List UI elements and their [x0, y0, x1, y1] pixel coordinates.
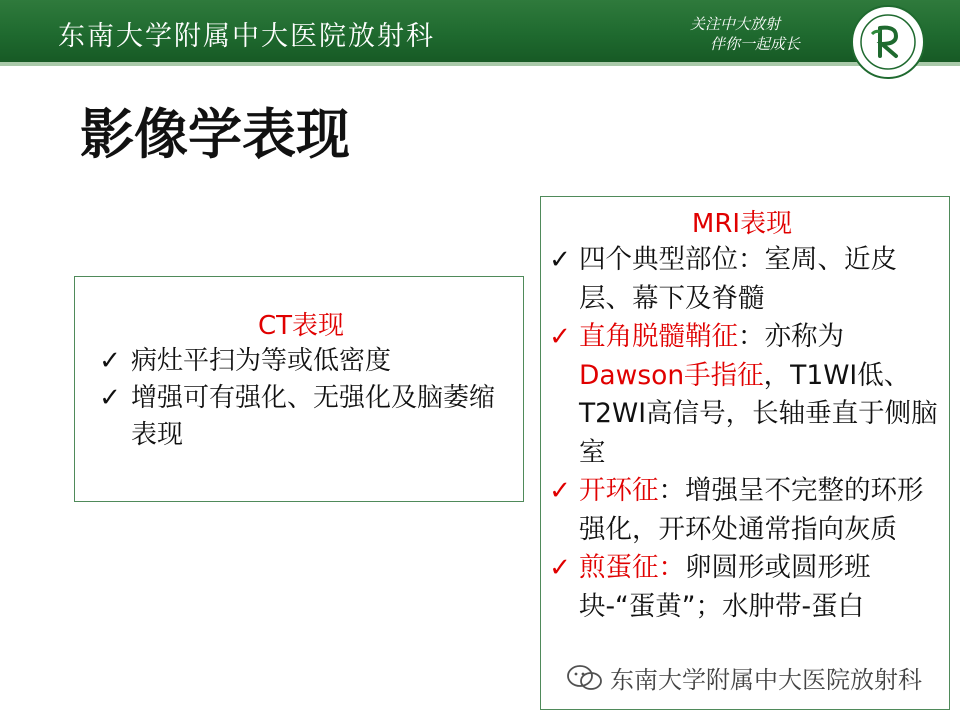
checkmark-icon: ✓ — [549, 553, 571, 583]
checkmark-icon: ✓ — [549, 322, 571, 352]
mri-item: ✓ 四个典型部位：室周、近皮层、幕下及脊髓 — [545, 241, 939, 318]
slide-title: 影像学表现 — [80, 103, 350, 166]
ct-findings-box — [74, 276, 524, 502]
slogan — [690, 14, 810, 54]
ct-item: ✓ 病灶平扫为等或低密度 — [95, 343, 507, 380]
sign-name: 直角脱髓鞘征 — [579, 321, 738, 352]
sign-name: 开环征 — [579, 475, 659, 506]
hospital-logo — [850, 4, 926, 80]
ct-list — [95, 343, 507, 454]
mri-list — [545, 241, 939, 626]
checkmark-icon: ✓ — [549, 476, 571, 506]
mri-item: ✓ 直角脱髓鞘征：亦称为 Dawson手指征，T1WI低、T2WI高信号，长轴垂直于侧脑室 — [545, 318, 939, 472]
sign-name: Dawson手指征 — [579, 359, 764, 391]
ct-item: ✓ 增强可有强化、无强化及脑萎缩表现 — [95, 380, 507, 454]
slogan-line-2: 伴你一起成长 — [710, 35, 801, 53]
checkmark-icon: ✓ — [99, 346, 121, 376]
mri-item: ✓ 开环征：增强呈不完整的环形强化，开环处通常指向灰质 — [545, 472, 939, 549]
ct-box-title: CT表现 — [257, 311, 345, 341]
header-divider — [0, 62, 960, 66]
mri-findings-box — [540, 196, 950, 710]
wechat-icon — [566, 663, 604, 693]
hospital-name: 东南大学附属中大医院放射科 — [58, 21, 435, 52]
checkmark-icon: ✓ — [99, 383, 121, 413]
header-bar — [0, 0, 960, 62]
sign-name: 煎蛋征： — [579, 552, 685, 583]
watermark — [566, 660, 922, 695]
mri-box-title: MRI表现 — [691, 209, 793, 239]
mri-item: ✓ 煎蛋征：卵圆形或圆形班块-“蛋黄”；水肿带-蛋白 — [545, 549, 939, 626]
checkmark-icon: ✓ — [549, 245, 571, 275]
slogan-line-1: 关注中大放射 — [690, 15, 781, 33]
watermark-text: 东南大学附属中大医院放射科 — [610, 666, 922, 694]
